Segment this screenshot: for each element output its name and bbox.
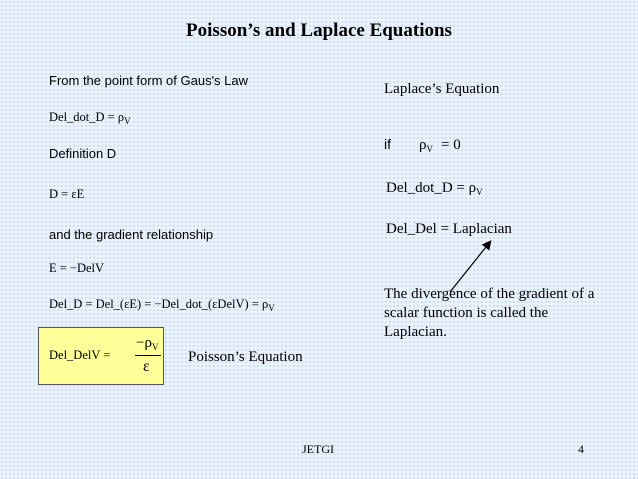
laplace-del-dot-d-sub: V — [476, 187, 483, 197]
text-definition-d: Definition D — [49, 146, 117, 161]
laplacian-explanation: The divergence of the gradient of a scalar function is called the Laplacian. — [384, 286, 595, 340]
equation-del-d-chain-main: Del_D = Del_(εE) = −Del_dot_(εDelV) = ρ — [49, 297, 269, 311]
equation-del-dot-d — [49, 110, 131, 125]
equation-del-dot-d-sub: V — [124, 116, 131, 126]
laplace-if-rho: ρ — [419, 137, 427, 153]
equation-d-eps-e: D = εE — [49, 187, 85, 201]
footer-page-number: 4 — [578, 442, 584, 456]
poisson-equation-box — [38, 327, 164, 385]
footer-organization: JETGI — [302, 442, 334, 456]
laplace-del-del: Del_Del = Laplacian — [386, 221, 512, 237]
laplace-del-dot-d — [386, 180, 483, 197]
laplace-if-sub: V — [426, 144, 433, 154]
equation-del-d-chain — [49, 297, 275, 312]
equation-del-dot-d-main: Del_dot_D = ρ — [49, 110, 125, 124]
laplace-condition — [384, 136, 461, 154]
laplace-if-rest: = 0 — [441, 137, 461, 153]
poisson-numerator-main: −ρ — [136, 335, 152, 351]
slide-title: Poisson’s and Laplace Equations — [186, 20, 452, 41]
laplace-if-word: if — [384, 136, 391, 152]
text-gauss-law-intro: From the point form of Gaus's Law — [49, 73, 249, 88]
equation-del-d-chain-sub: V — [268, 303, 275, 313]
laplace-heading: Laplace’s Equation — [384, 81, 500, 97]
poisson-fraction-numerator — [136, 335, 158, 352]
text-gradient-relationship: and the gradient relationship — [49, 227, 214, 242]
laplace-del-dot-d-main: Del_dot_D = ρ — [386, 180, 477, 196]
poisson-numerator-sub: V — [151, 342, 159, 352]
poisson-equation-label: Poisson’s Equation — [188, 349, 303, 365]
poisson-fraction-bar — [135, 355, 161, 356]
poisson-box-lhs: Del_DelV = — [49, 348, 111, 362]
poisson-fraction-denominator: ε — [143, 358, 150, 375]
equation-e-minus-delv: E = −DelV — [49, 261, 105, 275]
